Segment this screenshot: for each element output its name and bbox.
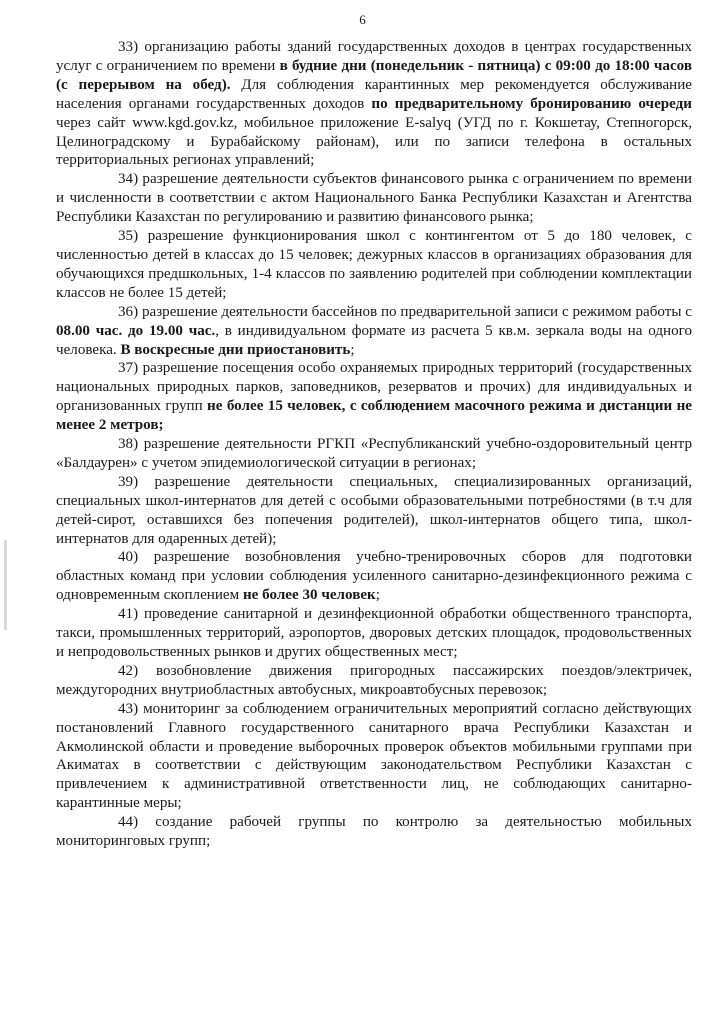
text-segment: 43) мониторинг за соблюдением ограничительных мероприятий согласно действующих постановлений Главного государственного санитарного врача Республики Казахстан и Акмолинской области и проведение выборочных проверок объектов мобильными группами при Акиматах в соответствии с действующим законодательством Республики Казахстан с привлечением к административной ответственности лиц, не соблюдающих санитарно-карантинные меры; xyxy=(56,700,692,812)
bold-text-segment: не более 30 человек xyxy=(242,587,376,604)
paragraph-item-40 xyxy=(56,548,692,605)
paragraph-item-43 xyxy=(56,700,692,813)
text-segment: 33) организацию работы зданий государственных доходов в центрах государственных услуг с ограничением по времени xyxy=(56,39,692,74)
bold-text-segment: в будние дни (понедельник - пятница) с 09:00 до 18:00 часов (с перерывом на обед). xyxy=(56,57,692,93)
paragraph-item-38 xyxy=(56,435,692,473)
bold-text-segment: не более 15 человек, с соблюдением масочного режима и дистанции не менее 2 метров; xyxy=(56,398,692,434)
text-segment: 37) разрешение посещения особо охраняемых природных территорий (государственных национальных природных парков, заповедников, резерватов и прочих) для индивидуальных и организованных групп xyxy=(56,360,692,415)
text-segment: 36) разрешение деятельности бассейнов по предварительной записи с режимом работы с xyxy=(118,303,692,320)
text-segment: Для соблюдения карантинных мер рекомендуется обслуживание населения органами государственных доходов xyxy=(56,76,692,112)
text-segment: , в индивидуальном формате из расчета 5 кв.м. зеркала воды на одного человека. xyxy=(56,322,692,358)
paragraph-item-37 xyxy=(56,359,692,435)
bold-text-segment: по предварительному бронированию очереди xyxy=(371,95,692,112)
page-number: 6 xyxy=(359,12,366,27)
paragraph-item-42 xyxy=(56,662,692,700)
paragraph-item-44 xyxy=(56,813,692,851)
text-segment: 35) разрешение функционирования школ с контингентом от 5 до 180 человек, с численностью детей в классах до 15 человек; дежурных классов в организациях образования для обучающихся предшкольных, 1-4 классов по заявлению родителей при соблюдении комплектации классов не более 15 детей; xyxy=(56,228,692,301)
text-segment: 44) создание рабочей группы по контролю за деятельностью мобильных мониторинговых групп; xyxy=(56,814,692,850)
text-segment: ; xyxy=(350,341,355,358)
text-segment: через сайт www.kgd.gov.kz, мобильное приложение E-salyq (УГД по г. Кокшетау, Степногорск, Целиноградскому и Бурабайскому районам), или по записи телефона в остальных территориальных регионах управлений; xyxy=(56,114,692,169)
paragraph-item-35 xyxy=(56,227,692,303)
text-segment: 41) проведение санитарной и дезинфекционной обработки общественного транспорта, такси, промышленных территорий, аэропортов, дворовых детских площадок, продовольственных и непродовольственных рынков и других общественных мест; xyxy=(56,606,692,660)
paragraph-item-33 xyxy=(56,38,692,170)
paragraph-item-36 xyxy=(56,303,692,360)
text-segment: 34) разрешение деятельности субъектов финансового рынка с ограничением по времени и численности в соответствии с актом Национального Банка Республики Казахстан и Агентства Республики Казахстан по регулированию и развитию финансового рынка; xyxy=(56,171,692,226)
paragraph-item-34 xyxy=(56,170,692,227)
bold-text-segment: 08.00 час. до 19.00 час. xyxy=(56,322,216,339)
bold-text-segment: В воскресные дни приостановить xyxy=(120,341,351,358)
text-segment: 39) разрешение деятельности специальных, специализированных организаций, специальных школ-интернатов для детей с особыми образовательными потребностями (в т.ч для детей-сирот, оставшихся без попечения родителей), школ-интернатов общего типа, школ-интернатов для одаренных детей); xyxy=(56,473,692,547)
paragraph-item-39 xyxy=(56,473,692,549)
text-segment: ; xyxy=(375,587,380,604)
scan-edge-mark xyxy=(4,540,7,630)
text-segment: 38) разрешение деятельности РГКП «Республиканский учебно-оздоровительный центр «Балдаурен» с учетом эпидемиологической ситуации в регионах; xyxy=(56,436,692,471)
text-segment: 40) разрешение возобновления учебно-тренировочных сборов для подготовки областных команд при условии соблюдения усиленного санитарно-дезинфекционного режима с одновременным скоплением xyxy=(56,549,692,604)
document-body xyxy=(56,38,692,851)
text-segment: 42) возобновление движения пригородных пассажирских поездов/электричек, междугородних внутриобластных автобусных, микроавтобусных перевозок; xyxy=(56,662,692,698)
paragraph-item-41 xyxy=(56,605,692,662)
